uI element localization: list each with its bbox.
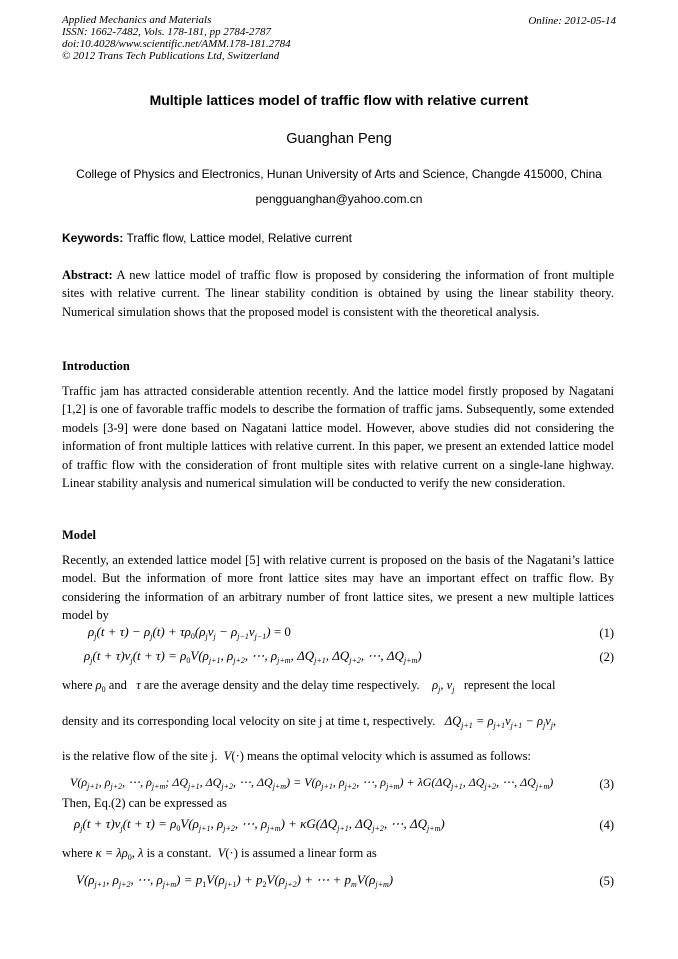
author-email: pengguanghan@yahoo.com.cn — [255, 192, 423, 206]
affiliation: College of Physics and Electronics, Hunan University of Arts and Science, Changde 415000, China — [76, 167, 602, 181]
introduction-heading: Introduction — [62, 359, 130, 373]
where-kappa-text: where — [62, 846, 93, 860]
then-line: Then, Eq.(2) can be expressed as — [62, 796, 227, 810]
model-text: Recently, an extended lattice model [5] with relative current is proposed on the basis of the Nagatani’s lattice model. But the information of more front lattice sites may have an important effect on traffic flow. By considering the information of an arbitrary number of front lattice sites, we present a new multiple lattices model by — [62, 553, 614, 623]
equation-4: $\rho_j(t + \tau)v_j(t + \tau) = \rho_0V(\rho_{j+1}$, $\rho_{j+2}$, ⋯, $\rho_{j+m}) + \kappa G(\Delta Q_{j+1}$, $\Delta Q_{j+2}$, ⋯, $\Delta Q_{j+m}$) — [74, 816, 445, 833]
equation-2-number: (2) — [599, 650, 614, 664]
abstract-label: Abstract: — [62, 268, 113, 282]
model-heading: Model — [62, 528, 97, 542]
doi-line: doi:10.4028/www.scientific.net/AMM.178-181.2784 — [62, 38, 291, 50]
keywords — [62, 231, 352, 245]
journal-name: Applied Mechanics and Materials — [62, 14, 212, 26]
where-line-2: where $\kappa = \lambda\rho_0$, λ is a constant. V(·) is assumed a linear form as — [62, 846, 377, 862]
equation-1: $\rho_j(t + \tau) - \rho_j(t) + \tau\rho_0(\rho_jv_j - \rho_{j-1}v_{j-1}) = 0$ — [88, 624, 291, 641]
where-line-1: where $\rho_0$ and τ are the average density and the delay time respectively. $\rho_j$, $v_j$ represent the local — [62, 678, 556, 694]
author-name: Guanghan Peng — [286, 131, 392, 147]
online-date: Online: 2012-05-14 — [528, 15, 616, 27]
keywords-text: Traffic flow, Lattice model, Relative current — [126, 231, 352, 245]
represent-text: represent the local — [463, 678, 556, 692]
density-text: density and its corresponding local velocity on site j at time t, respectively. — [62, 714, 436, 728]
paper-title: Multiple lattices model of traffic flow with relative current — [149, 92, 529, 108]
abstract-text: A new lattice model of traffic flow is proposed by considering the information of front multiple sites with relative current. The linear stability condition is obtained by using the linear stability theory. Numerical simulation shows that the proposed model is consistent with the theoretical analysis. — [62, 268, 614, 319]
introduction-text: Traffic jam has attracted considerable attention recently. And the lattice model firstly proposed by Nagatani [1,2] is one of favorable traffic models to describe the formation of traffic jams. Subsequently, some extended models [3-9] were done based on Nagatani lattice model. However, above studies did not considering the information of front multiple lattices with relative current. In this paper, we present an extended lattice model of traffic flow with the consideration of front multiple sites with relative current on a single-lane highway. Linear stability analysis and numerical simulation will be conducted to verify the new consideration. — [62, 384, 614, 491]
issn-line: ISSN: 1662-7482, Vols. 178-181, pp 2784-2787 — [62, 26, 271, 38]
equation-5: $V(\rho_{j+1}$, $\rho_{j+2}$, ⋯, $\rho_{j+m}) = p_1V(\rho_{j+1}) + p_2V(\rho_{j+2})$ + ⋯ + $p_mV(\rho_{j+m})$ — [76, 872, 394, 889]
relative-flow-line: is the relative flow of the site j. V(·) means the optimal velocity which is assumed as follows: — [62, 749, 532, 763]
equation-3: $V(\rho_{j+1}$, $\rho_{j+2}$, ⋯, $\rho_{j+m}$; $\Delta Q_{j+1}$, $\Delta Q_{j+2}$, ⋯, $\Delta Q_{j+m}) = V(\rho_{j+1}$, $\rho_{j+2}$, ⋯, $\rho_{j+m}) + \lambda G(\Delta Q_{j+1}$, $\Delta Q_{j+2}$, ⋯, $\Delta Q_{j+m}$) — [70, 775, 554, 791]
equation-1-number: (1) — [599, 626, 614, 640]
copyright-line: © 2012 Trans Tech Publications Ltd, Switzerland — [62, 50, 280, 62]
keywords-label: Keywords: — [62, 231, 124, 245]
equation-4-number: (4) — [599, 818, 614, 832]
linear-form-text: is assumed a linear form as — [241, 846, 377, 860]
where-text: where — [62, 678, 93, 692]
abstract — [62, 266, 614, 321]
relative-flow-text: is the relative flow of the site j. — [62, 749, 218, 763]
equation-3-number: (3) — [599, 777, 614, 791]
and-text: and — [108, 678, 127, 692]
equation-2: $\rho_j(t + \tau)v_j(t + \tau) = \rho_0V(\rho_{j+1}$, $\rho_{j+2}$, ⋯, $\rho_{j+m}$, $\Delta Q_{j+1}$, $\Delta Q_{j+2}$, ⋯, $\Delta Q_{j+m}$) — [84, 648, 422, 665]
equation-5-number: (5) — [599, 874, 614, 888]
density-line: density and its corresponding local velocity on site j at time t, respectively. $\Delta Q_{j+1} = \rho_{j+1}v_{j+1} - \rho_jv_j$, — [62, 714, 557, 730]
optimal-velocity-text: means the optimal velocity which is assumed as follows: — [247, 749, 532, 763]
constant-text: is a constant. — [146, 846, 212, 860]
definition-text: are the average density and the delay time respectively. — [143, 678, 420, 692]
